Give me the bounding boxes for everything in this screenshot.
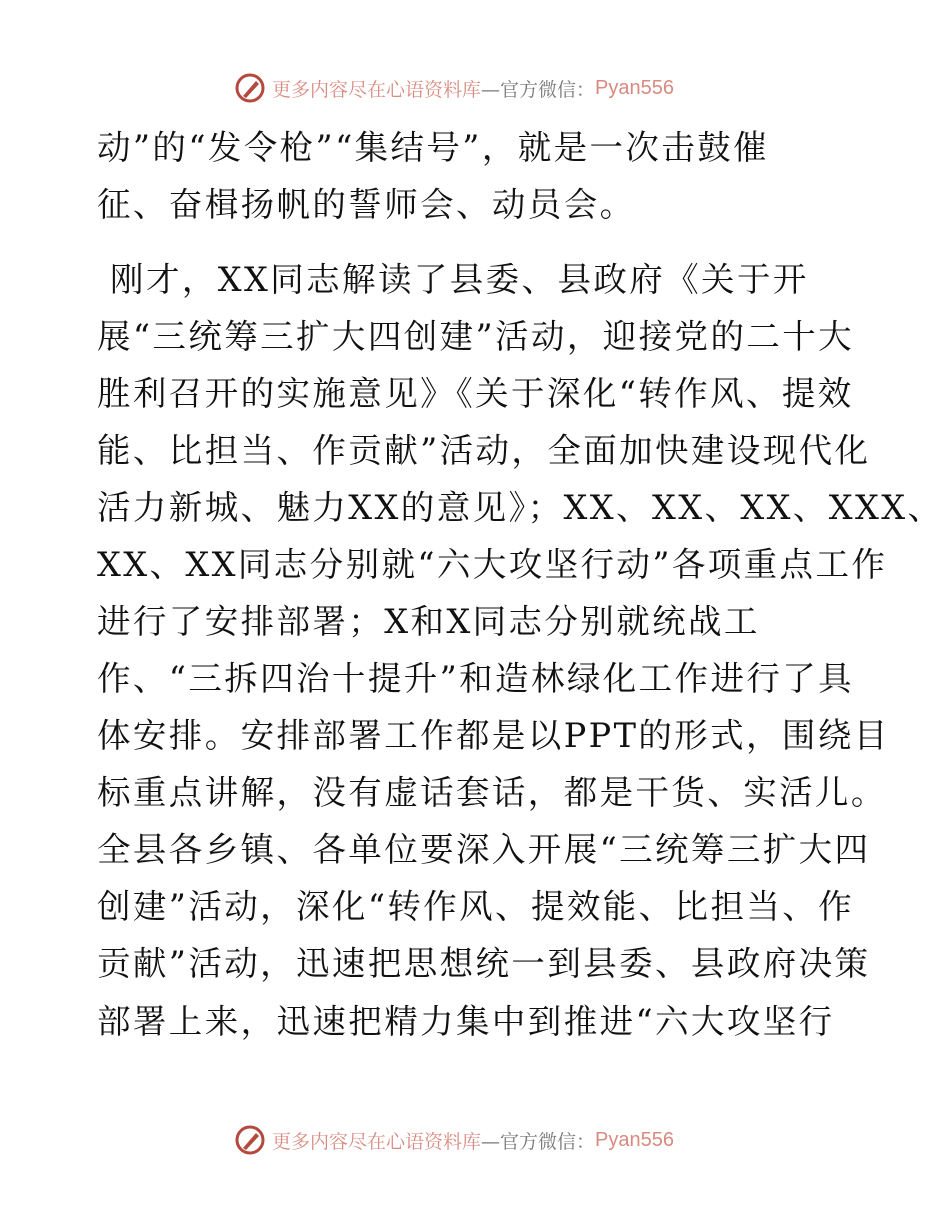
text-line: 胜利召开的实施意见》《关于深化“转作风、提效 [97,374,854,413]
text-line: 活力新城、魅力XX的意见》；XX、XX、XX、XXX、 [97,488,944,527]
text-line: 展“三统筹三扩大四创建”活动，迎接党的二十大 [97,317,855,356]
watermark-wechat-label: —官方微信： [481,78,596,101]
watermark-wechat-id: Pyan556 [595,76,674,99]
text-line: 贡献”活动，迅速把思想统一到县委、县政府决策 [97,944,871,983]
text-line: 能、比担当、作贡献”活动，全面加快建设现代化 [97,431,871,470]
text-line: 进行了安排部署；X和X同志分别就统战工 [97,602,760,641]
watermark-wechat-label: —官方微信： [481,1130,596,1153]
pen-logo-icon [234,1124,266,1156]
watermark-text: 更多内容尽在心语资料库 [272,78,482,101]
text-line: 征、奋楫扬帆的誓师会、动员会。 [97,185,636,224]
text-line: 动”的“发令枪”“集结号”，就是一次击鼓催 [97,128,770,167]
watermark-wechat-id: Pyan556 [595,1128,674,1151]
header-watermark [234,72,674,104]
text-line: 体安排。安排部署工作都是以PPT的形式，围绕目 [97,716,890,755]
footer-watermark [234,1124,674,1156]
watermark-text: 更多内容尽在心语资料库 [272,1130,482,1153]
text-line: 全县各乡镇、各单位要深入开展“三统筹三扩大四 [97,830,871,869]
text-line: 创建”活动，深化“转作风、提效能、比担当、作 [97,887,855,926]
text-line: XX、XX同志分别就“六大攻坚行动”各项重点工作 [97,545,888,584]
text-line: 标重点讲解，没有虚话套话，都是干货、实活儿。 [97,773,887,812]
text-line: 刚才，XX同志解读了县委、县政府《关于开 [97,260,809,299]
pen-logo-icon [234,72,266,104]
text-line: 部署上来，迅速把精力集中到推进“六大攻坚行 [97,1002,835,1041]
text-line: 作、“三拆四治十提升”和造林绿化工作进行了具 [97,659,855,698]
